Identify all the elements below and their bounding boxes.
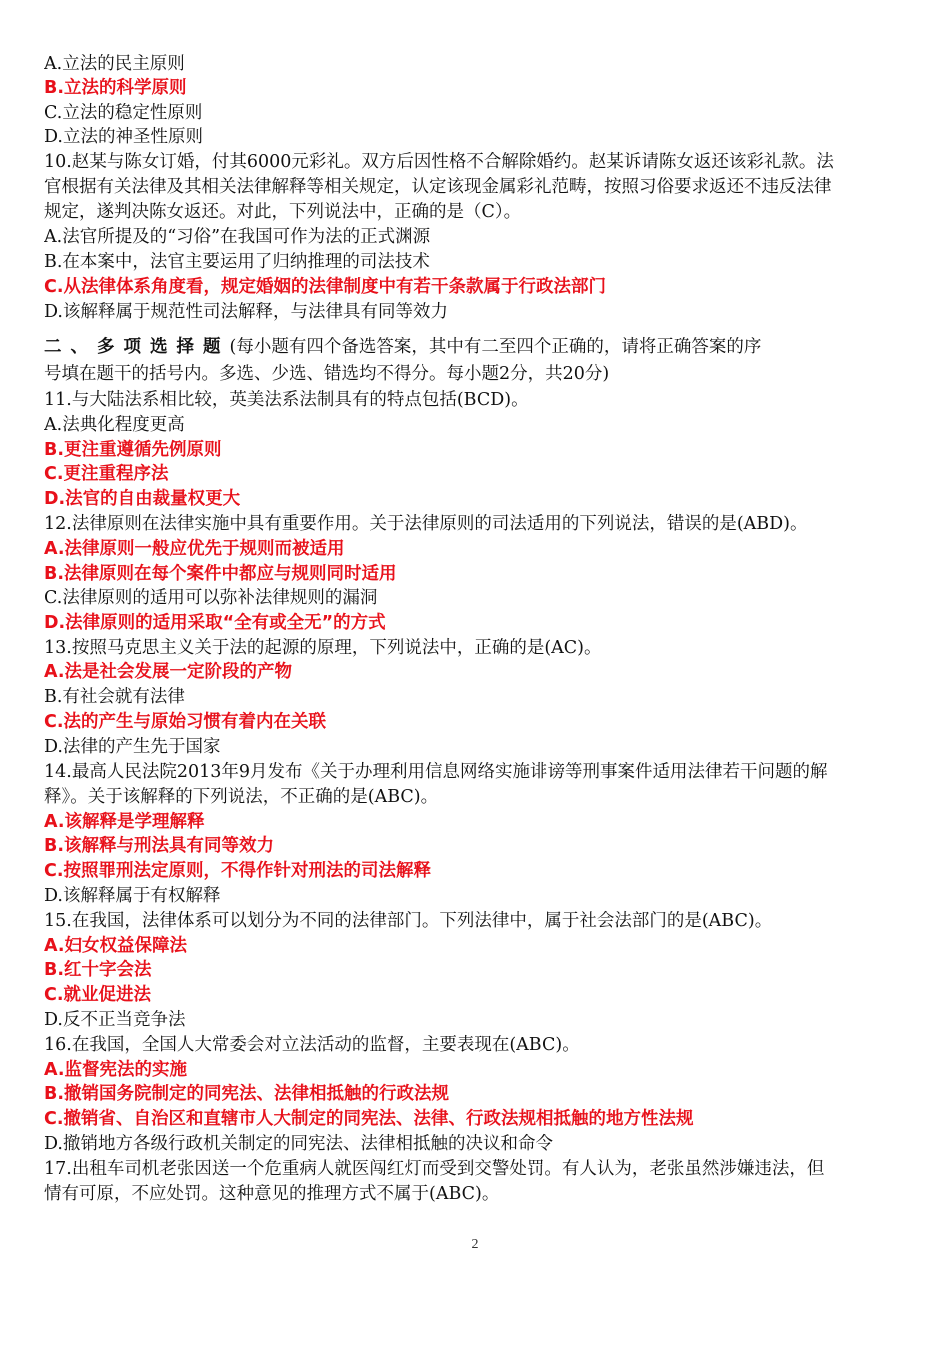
correct-answer-option: C.更注重程序法 bbox=[44, 464, 169, 484]
correct-answer-option: B.撤销国务院制定的同宪法、法律相抵触的行政法规 bbox=[44, 1084, 449, 1104]
question-text: 12.法律原则在法律实施中具有重要作用。关于法律原则的司法适用的下列说法，错误的是(ABD)。 bbox=[44, 514, 808, 534]
correct-answer-option: D.法律原则的适用采取“全有或全无”的方式 bbox=[44, 613, 386, 633]
correct-answer-option: B.该解释与刑法具有同等效力 bbox=[44, 836, 274, 856]
answer-option: B.在本案中，法官主要运用了归纳推理的司法技术 bbox=[44, 252, 430, 272]
question-text: 释》。关于该解释的下列说法，不正确的是(ABC)。 bbox=[44, 787, 439, 807]
correct-answer-option: D.法官的自由裁量权更大 bbox=[44, 489, 241, 509]
question-text: 14.最高人民法院2013年9月发布《关于办理利用信息网络实施诽谤等刑事案件适用法律若干问题的解 bbox=[44, 762, 828, 782]
question-text: 15.在我国，法律体系可以划分为不同的法律部门。下列法律中，属于社会法部门的是(ABC)。 bbox=[44, 911, 773, 931]
correct-answer-option: C.就业促进法 bbox=[44, 985, 151, 1005]
answer-option: A.法官所提及的“习俗”在我国可作为法的正式渊源 bbox=[44, 227, 431, 247]
correct-answer-option: A.监督宪法的实施 bbox=[44, 1060, 188, 1080]
answer-option: D.法律的产生先于国家 bbox=[44, 737, 221, 757]
question-text: 规定，遂判决陈女返还。对此，下列说法中，正确的是（C）。 bbox=[44, 202, 522, 222]
section-heading bbox=[44, 335, 924, 359]
answer-option: D.撤销地方各级行政机关制定的同宪法、法律相抵触的决议和命令 bbox=[44, 1134, 553, 1154]
correct-answer-option: A.法是社会发展一定阶段的产物 bbox=[44, 662, 293, 682]
correct-answer-option: B.法律原则在每个案件中都应与规则同时适用 bbox=[44, 564, 397, 584]
correct-answer-option: C.法的产生与原始习惯有着内在关联 bbox=[44, 712, 326, 732]
answer-option: D.反不正当竞争法 bbox=[44, 1010, 186, 1030]
correct-answer-option: C.撤销省、自治区和直辖市人大制定的同宪法、法律、行政法规相抵触的地方性法规 bbox=[44, 1109, 694, 1129]
correct-answer-option: A.妇女权益保障法 bbox=[44, 936, 188, 956]
section-title: 二、多项选择题 bbox=[44, 337, 230, 357]
question-text: 17.出租车司机老张因送一个危重病人就医闯红灯而受到交警处罚。有人认为，老张虽然涉嫌违法，但 bbox=[44, 1159, 825, 1179]
question-text: 官根据有关法律及其相关法律解释等相关规定，认定该现金属彩礼范畴，按照习俗要求返还不违反法律 bbox=[44, 177, 832, 197]
correct-answer-option: C.按照罪刑法定原则，不得作针对刑法的司法解释 bbox=[44, 861, 431, 881]
question-text: 号填在题干的括号内。多选、少选、错选均不得分。每小题2分，共20分) bbox=[44, 364, 610, 384]
page-number: 2 bbox=[471, 1237, 479, 1252]
section-instructions: (每小题有四个备选答案，其中有二至四个正确的，请将正确答案的序 bbox=[229, 337, 762, 357]
answer-option: D.该解释属于规范性司法解释，与法律具有同等效力 bbox=[44, 302, 448, 322]
answer-option: D.该解释属于有权解释 bbox=[44, 886, 221, 906]
correct-answer-option: A.法律原则一般应优先于规则而被适用 bbox=[44, 539, 345, 559]
answer-option: B.有社会就有法律 bbox=[44, 687, 185, 707]
correct-answer-option: A.该解释是学理解释 bbox=[44, 812, 205, 832]
answer-option: D.立法的神圣性原则 bbox=[44, 127, 203, 147]
correct-answer-option: C.从法律体系角度看，规定婚姻的法律制度中有若干条款属于行政法部门 bbox=[44, 277, 606, 297]
correct-answer-option: B.立法的科学原则 bbox=[44, 78, 187, 98]
correct-answer-option: B.红十字会法 bbox=[44, 960, 152, 980]
correct-answer-option: B.更注重遵循先例原则 bbox=[44, 440, 222, 460]
answer-option: A.法典化程度更高 bbox=[44, 415, 185, 435]
answer-option: C.法律原则的适用可以弥补法律规则的漏洞 bbox=[44, 588, 378, 608]
answer-option: C.立法的稳定性原则 bbox=[44, 103, 203, 123]
question-text: 情有可原，不应处罚。这种意见的推理方式不属于(ABC)。 bbox=[44, 1184, 500, 1204]
question-text: 11.与大陆法系相比较，英美法系法制具有的特点包括(BCD)。 bbox=[44, 390, 529, 410]
question-text: 16.在我国，全国人大常委会对立法活动的监督，主要表现在(ABC)。 bbox=[44, 1035, 580, 1055]
question-text: 10.赵某与陈女订婚，付其6000元彩礼。双方后因性格不合解除婚约。赵某诉请陈女返还该彩礼款。法 bbox=[44, 152, 834, 172]
answer-option: A.立法的民主原则 bbox=[44, 54, 185, 74]
question-text: 13.按照马克思主义关于法的起源的原理，下列说法中，正确的是(AC)。 bbox=[44, 638, 602, 658]
